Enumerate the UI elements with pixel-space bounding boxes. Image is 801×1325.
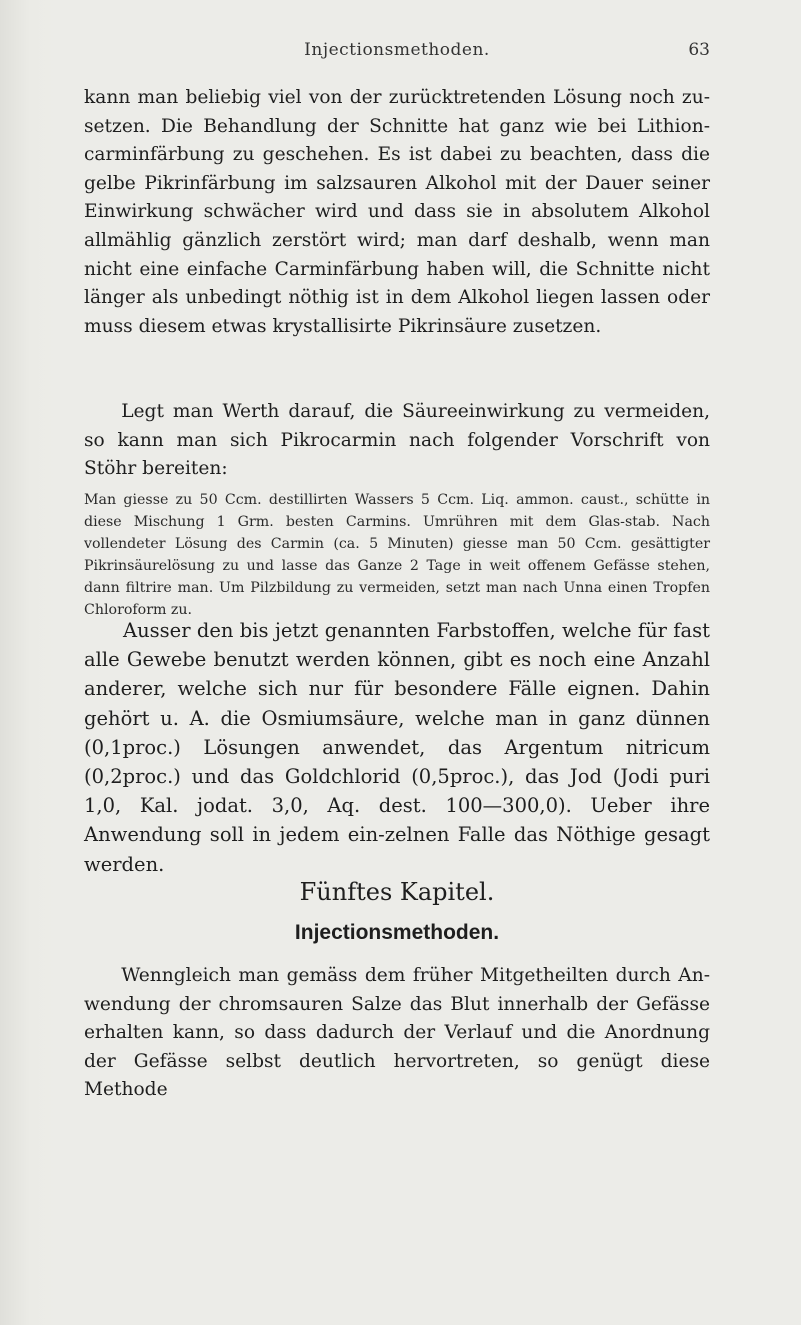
- paragraph-2: Legt man Werth darauf, die Säureeinwirkung zu vermeiden, so kann man sich Pikrocarmin nach folgender Vorschrift von Stöhr bereiten:: [84, 401, 710, 480]
- running-title: Injectionsmethoden.: [304, 40, 490, 60]
- page-header: [84, 40, 710, 68]
- paragraph-1: kann man beliebig viel von der zurücktretenden Lösung noch zu-setzen. Die Behandlung der Schnitte hat ganz wie bei Lithion-carminfärbung zu geschehen. Es ist dabei zu beachten, dass die gelbe Pikrinfärbung im salzsauren Alkohol mit der Dauer seiner Einwirkung schwächer wird und dass sie in absolutem Alkohol allmählig gänzlich zerstört wird; man darf deshalb, wenn man nicht eine einfache Carminfärbung haben will, die Schnitte nicht länger als unbedingt nöthig ist in dem Alkohol liegen lassen oder muss diesem etwas krystallisirte Pikrinsäure zusetzen.: [84, 87, 710, 337]
- paragraph-4: Wenngleich man gemäss dem früher Mitgetheilten durch An-wendung der chromsauren Salze das Blut innerhalb der Gefässe erhalten kann, so dass dadurch der Verlauf und die Anordnung der Gefässe selbst deutlich hervortreten, so genügt diese Methode: [84, 965, 710, 1101]
- chapter-title: Fünftes Kapitel.: [299, 878, 495, 906]
- page-number: 63: [688, 40, 710, 60]
- paragraph-3: Ausser den bis jetzt genannten Farbstoffen, welche für fast alle Gewebe benutzt werden können, gibt es noch eine Anzahl anderer, welche sich nur für besondere Fälle eignen. Dahin gehört u. A. die Osmiumsäure, welche man in ganz dünnen (0,1proc.) Lösungen anwendet, das Argentum nitricum (0,2proc.) und das Goldchlorid (0,5proc.), das Jod (Jodi puri 1,0, Kal. jodat. 3,0, Aq. dest. 100—300,0). Ueber ihre Anwendung soll in jedem ein-zelnen Falle das Nöthige gesagt werden.: [84, 619, 710, 876]
- recipe-note: Man giesse zu 50 Ccm. destillirten Wassers 5 Ccm. Liq. ammon. caust., schütte in diese Mischung 1 Grm. besten Carmins. Umrühren mit dem Glas-stab. Nach vollendeter Lösung des Carmin (ca. 5 Minuten) giesse man 50 Ccm. gesättigter Pikrinsäurelösung zu und lasse das Ganze 2 Tage in weit offenem Gefässe stehen, dann filtrire man. Um Pilzbildung zu vermeiden, setzt man nach Unna einen Tropfen Chloroform zu.: [84, 492, 710, 618]
- section-title: Injectionsmethoden.: [294, 921, 500, 944]
